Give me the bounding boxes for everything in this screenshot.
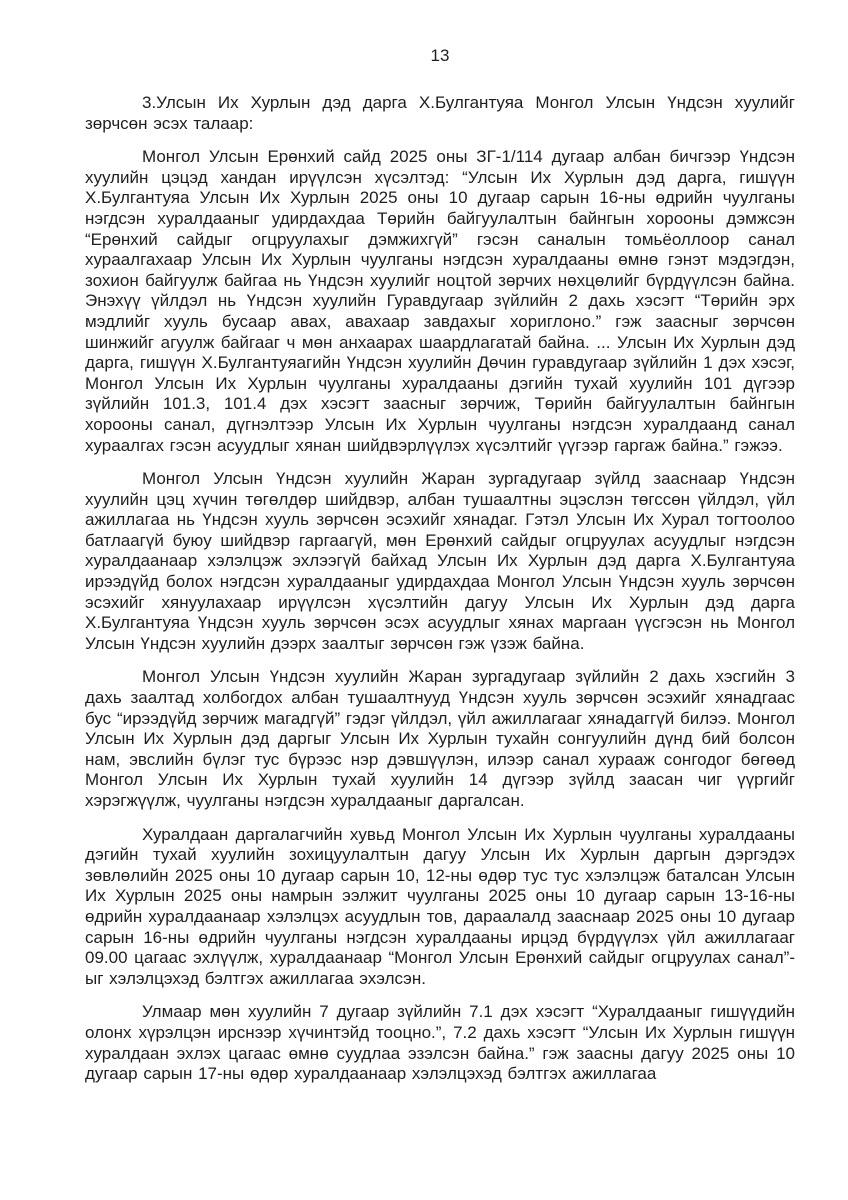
page-number: 13 [430,46,450,65]
paragraph-review-scope: Монгол Улсын Үндсэн хуулийн Жаран зургадугаар зүйлийн 2 дахь хэсгийн 3 дахь заалтад холбогдох албан тушаалтнууд Үндсэн хууль зөрчсөн эсэхийг хянадгаас бус “ирээдүйд зөрчиж магадгүй” гэдэг үйлдэл, үйл ажиллагааг хянадаггүй билээ. Монгол Улсын Их Хурлын дэд даргыг Улсын Их Хурлын тухайн сонгуулийн дүнд бий болсон нам, эвслийн бүлэг тус бүрээс нэр дэвшүүлэн, илээр санал хурааж сонгодог бөгөөд Монгол Улсын Их Хурлын тухай хуулийн 14 дүгээр зүйлд заасан чиг үүргийг хэрэгжүүлж, чуулганы нэгдсэн хуралдааныг даргалсан. [85,667,795,810]
paragraph-request-text: Монгол Улсын Ерөнхий сайд 2025 оны ЗГ-1/114 дугаар албан бичгээр Үндсэн хуулийн цэцэд хандан ирүүлсэн хүсэлтэд: “Улсын Их Хурлын дэд дарга, гишүүн Х.Булгантуяа Улсын Их Хурлын 2025 оны 10 дугаар сарын 16-ны өдрийн чуулганы нэгдсэн хуралдааныг удирдахдаа Төрийн байгуулалтын байнгын хорооны дэмжсэн “Ерөнхий сайдыг огцруулахыг дэмжихгүй” гэсэн саналын томьёоллоор санал хураалгахаар Улсын Их Хурлын чуулганы нэгдсэн хуралдааны өмнө гэнэт мэдэгдэн, зохион байгуулж байгаа нь Үндсэн хуулийг ноцтой зөрчих нөхцөлийг бүрдүүлсэн байна. Энэхүү үйлдэл нь Үндсэн хуулийн Гуравдугаар зүйлийн 2 дахь хэсэгт “Төрийн эрх мэдлийг хууль бусаар авах, авахаар завдахыг хориглоно.” гэж заасныг зөрчсөн шинжийг агуулж байгааг ч мөн анхаарах шаардлагатай байна. ... Улсын Их Хурлын дэд дарга, гишүүн Х.Булгантуяагийн Үндсэн хуулийн Дөчин гуравдугаар зүйлийн 1 дэх хэсэг, Монгол Улсын Их Хурлын чуулганы хуралдааны дэгийн тухай хуулийн 101 дүгээр зүйлийн 101.3, 101.4 дэх хэсэгт заасныг зөрчиж, Төрийн байгуулалтын байнгын хорооны санал, дүгнэлтээр Улсын Их Хурлын чуулганы нэгдсэн хуралдаанд санал хураалгах гэсэн асуудлыг хянан шийдвэрлүүлэх хүсэлтийг үүгээр гаргаж байна.” гэжээ. [85,147,795,455]
paragraph-constitution-article-66: Монгол Улсын Үндсэн хуулийн Жаран зургадугаар зүйлд зааснаар Үндсэн хуулийн цэц хүчин төгөлдөр шийдвэр, албан тушаалтны эцэслэн төгссөн үйлдэл, үйл ажиллагаа нь Үндсэн хууль зөрчсөн эсэхийг хянадаг. Гэтэл Улсын Их Хурал тогтоолоо батлаагүй буюу шийдвэр гаргаагүй, мөн Ерөнхий сайдыг огцруулах асуудлыг нэгдсэн хуралдаанаар хэлэлцэж эхлээгүй байхад Улсын Их Хурлын дэд дарга Х.Булгантуяа ирээдүйд болох нэгдсэн хуралдааныг удирдахдаа Монгол Улсын Үндсэн хууль зөрчсөн эсэхийг хянуулахаар ирүүлсэн хүсэлтийн дагуу Улсын Их Хурлын дэд дарга Х.Булгантуяа Үндсэн хууль зөрчсөн эсэх асуудлыг хянах маргаан үүсгэсэн нь Монгол Улсын Үндсэн хуулийн дээрх заалтыг зөрчсөн гэж үзэж байна. [85,469,795,653]
paragraph-session-schedule: Хуралдаан даргалагчийн хувьд Монгол Улсын Их Хурлын чуулганы хуралдааны дэгийн тухай хуулийн зохицуулалтын дагуу Улсын Их Хурлын даргын дэргэдэх зөвлөлийн 2025 оны 10 дугаар сарын 10, 12-ны өдөр тус тус хэлэлцэж баталсан Улсын Их Хурлын 2025 оны намрын ээлжит чуулганы 2025 оны 10 дугаар сарын 13-16-ны өдрийн хуралдаанаар хэлэлцэх асуудлын тов, дараалалд зааснаар 2025 оны 10 дугаар сарын 16-ны өдрийн чуулганы нэгдсэн хуралдааны ирцэд бүрдүүлэх үйл ажиллагааг 09.00 цагаас эхлүүлж, хуралдаанаар “Монгол Улсын Ерөнхий сайдыг огцруулах санал”-ыг хэлэлцэхэд бэлтгэх ажиллагаа эхэлсэн. [85,824,795,988]
section-heading: 3.Улсын Их Хурлын дэд дарга Х.Булгантуяа Монгол Улсын Үндсэн хуулийг зөрчсөн эсэх талаар: [85,93,795,133]
page-content [85,46,795,1085]
paragraph-quorum-rules: Улмаар мөн хуулийн 7 дугаар зүйлийн 7.1 дэх хэсэгт “Хуралдааныг гишүүдийн олонх хүрэлцэн ирснээр хүчинтэйд тооцно.”, 7.2 дахь хэсэгт “Улсын Их Хурлын гишүүн хуралдаан эхлэх цагаас өмнө суудлаа эзэлсэн байна.” гэж заасны дагуу 2025 оны 10 дугаар сарын 17-ны өдөр хуралдаанаар хэлэлцэхэд бэлтгэх ажиллагаа [85,1002,795,1084]
